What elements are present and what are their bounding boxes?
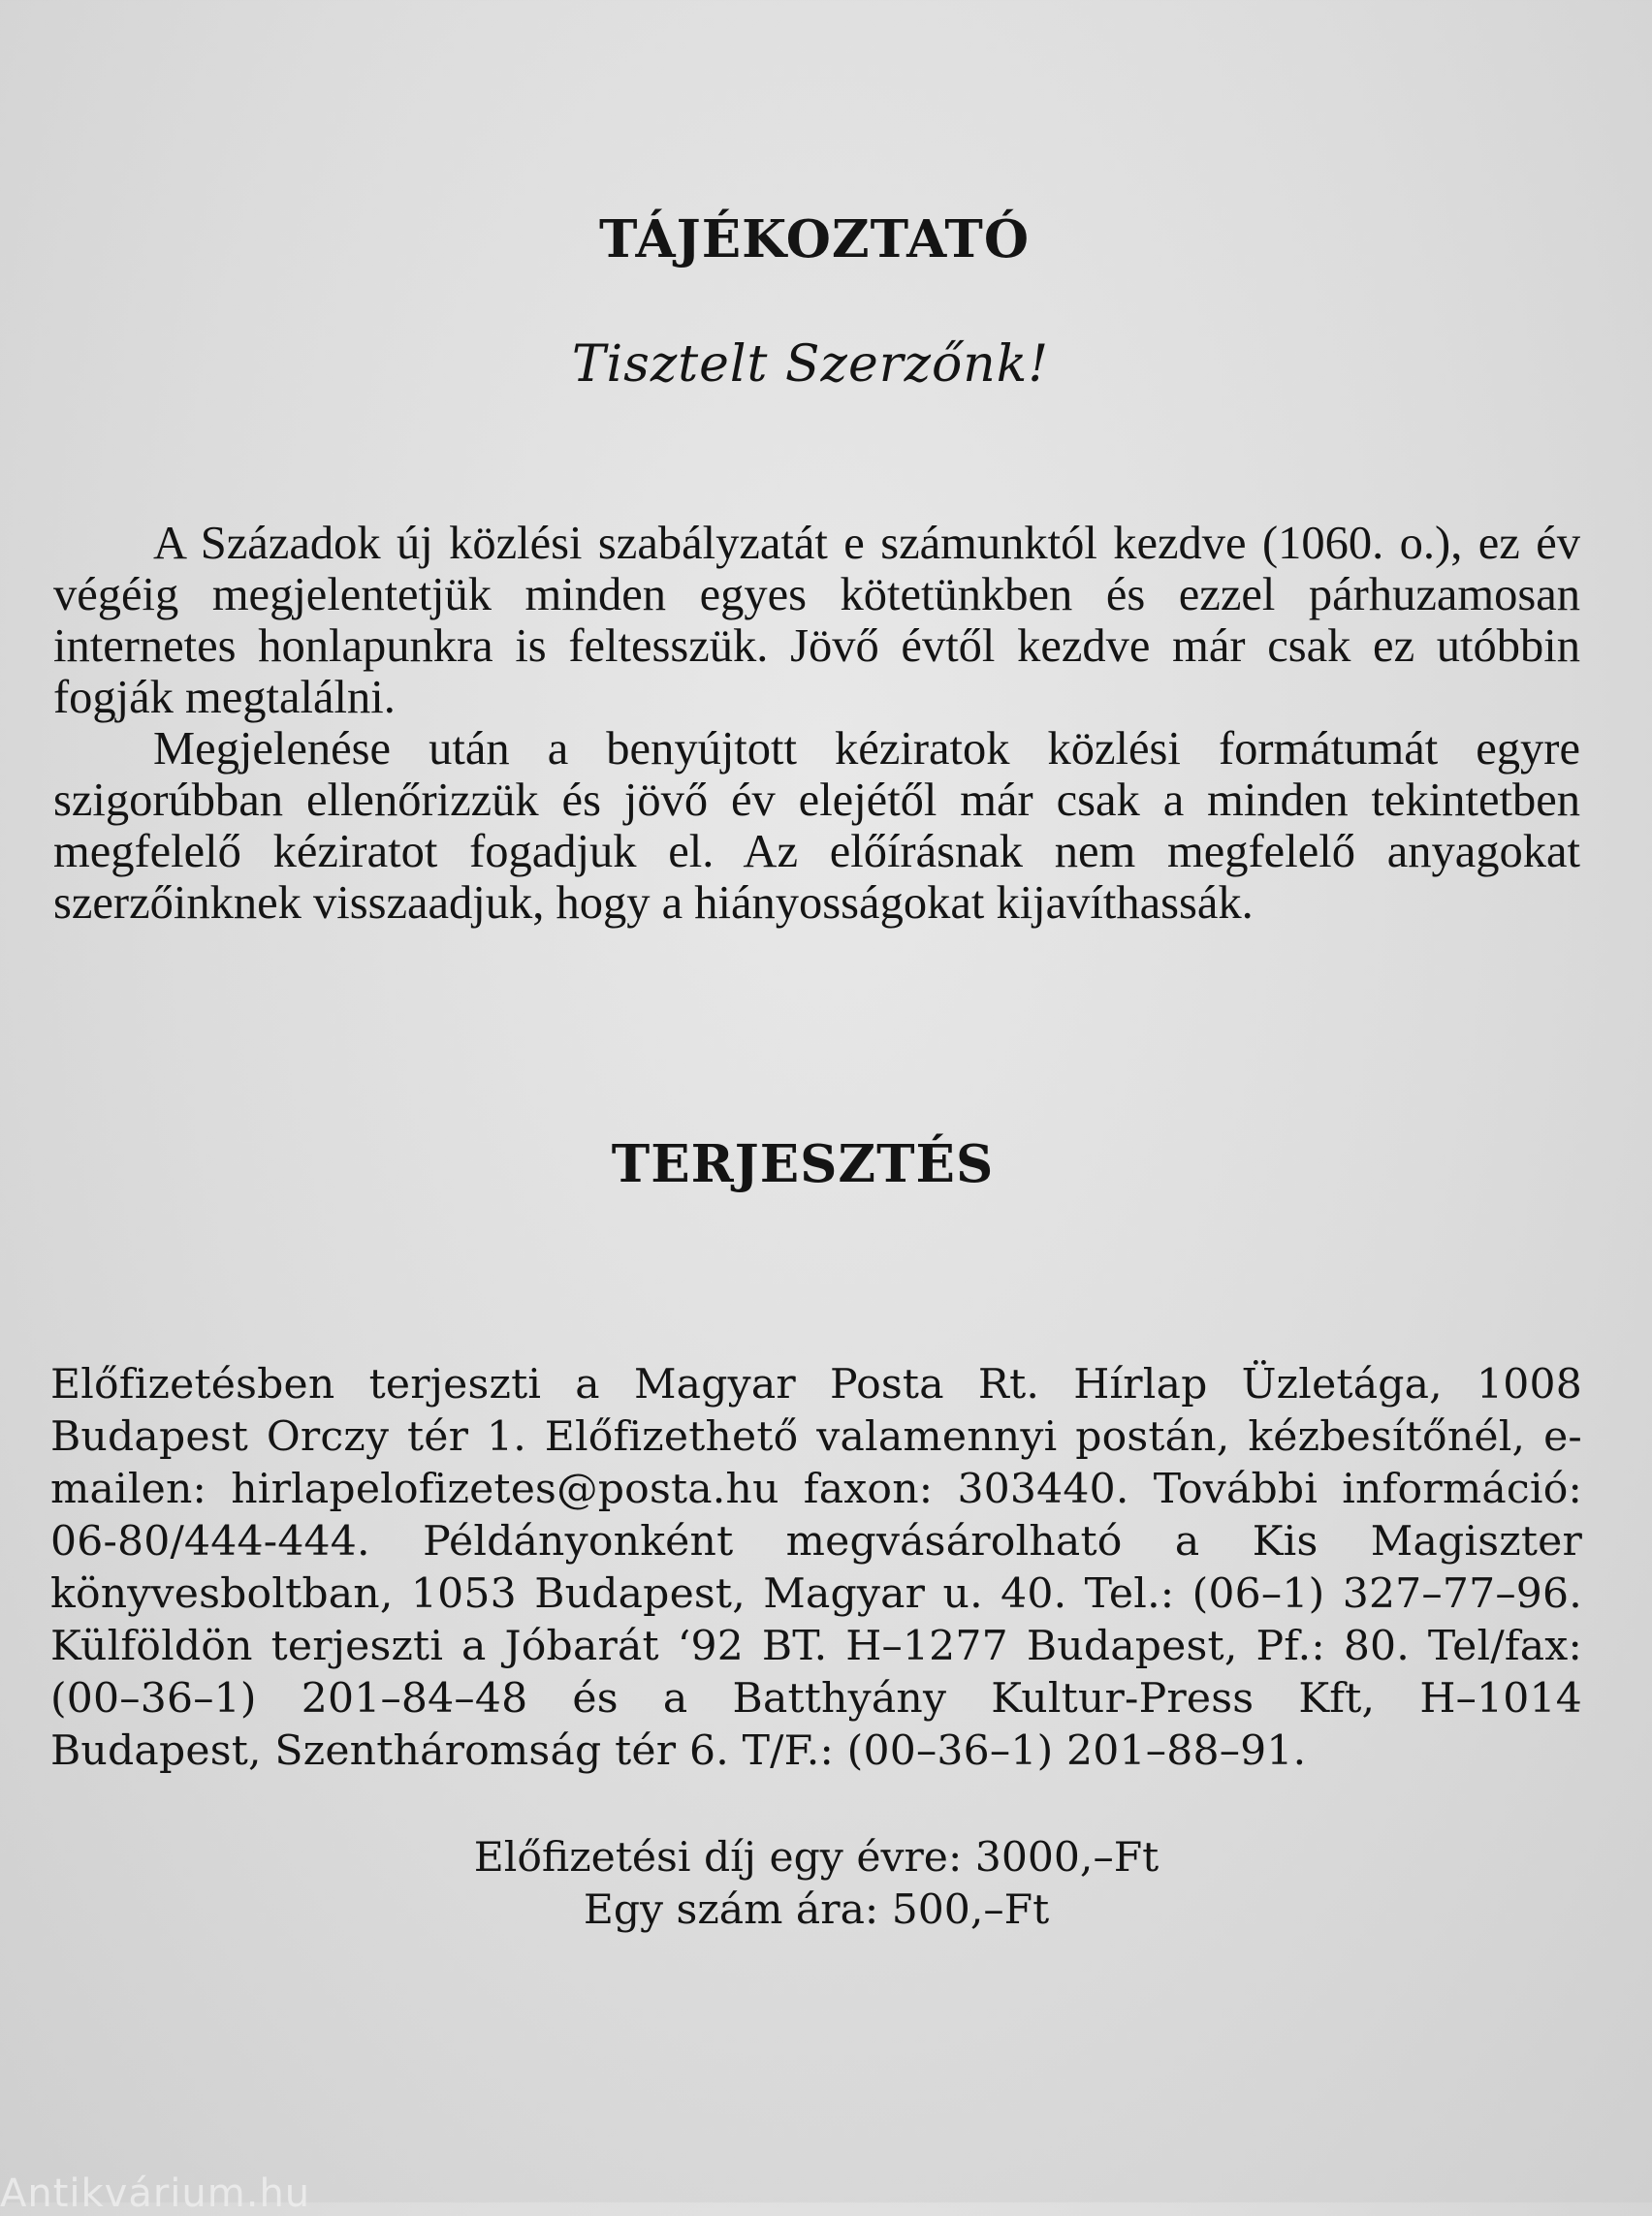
distribution-paragraph: Előfizetésben terjeszti a Magyar Posta Rt. Hírlap Üzletága, 1008 Budapest Orczy tér 1. Előfizethető valamennyi postán, kézbesítőnél, e-mailen: hirlapelofizetes@posta.hu faxon: 303440. További információ: 06-80/444-444. Példányonként megvásárolható a Kis Magiszter könyvesboltban, 1053 Budapest, Magyar u. 40. Tel.: (06–1) 327–77–96. Külföldön terjeszti a Jóbarát ‘92 BT. H–1277 Budapest, Pf.: 80. Tel/fax: (00–36–1) 201–84–48 és a Batthyány Kultur-Press Kft, H–1014 Budapest, Szentháromság tér 6. T/F.: (00–36–1) 201–88–91. (50, 1361, 1582, 1775)
issue-price: Egy szám ára: 500,–Ft (583, 1886, 1050, 1934)
watermark: Antikvárium.hu (0, 2171, 311, 2216)
price-block (0, 1832, 1642, 1937)
distribution-body (50, 1359, 1582, 1778)
salutation: Tisztelt Szerzőnk! (571, 335, 1050, 394)
distribution-title: TERJESZTÉS (611, 1134, 995, 1194)
info-paragraph-2: Megjelenése után a benyújtott kéziratok közlési formátumát egyre szigorúbban ellenőrizzük és jövő év elejétől már csak a minden tekintetben megfelelő kéziratot fogadjuk el. Az előírásnak nem megfelelő anyagokat szerzőinknek visszaadjuk, hogy a hiányosságokat kijavíthassák. (53, 723, 1580, 929)
info-title: TÁJÉKOZTATÓ (598, 209, 1030, 269)
info-paragraph-1: A Századok új közlési szabályzatát e számunktól kezdve (1060. o.), ez év végéig megjelentetjük minden egyes kötetünkben és ezzel párhuzamosan internetes honlapunkra is feltesszük. Jövő évtől kezdve már csak ez utóbbin fogják megtalálni. (53, 518, 1580, 723)
subscription-fee: Előfizetési díj egy évre: 3000,–Ft (473, 1834, 1160, 1882)
info-body (53, 518, 1580, 929)
